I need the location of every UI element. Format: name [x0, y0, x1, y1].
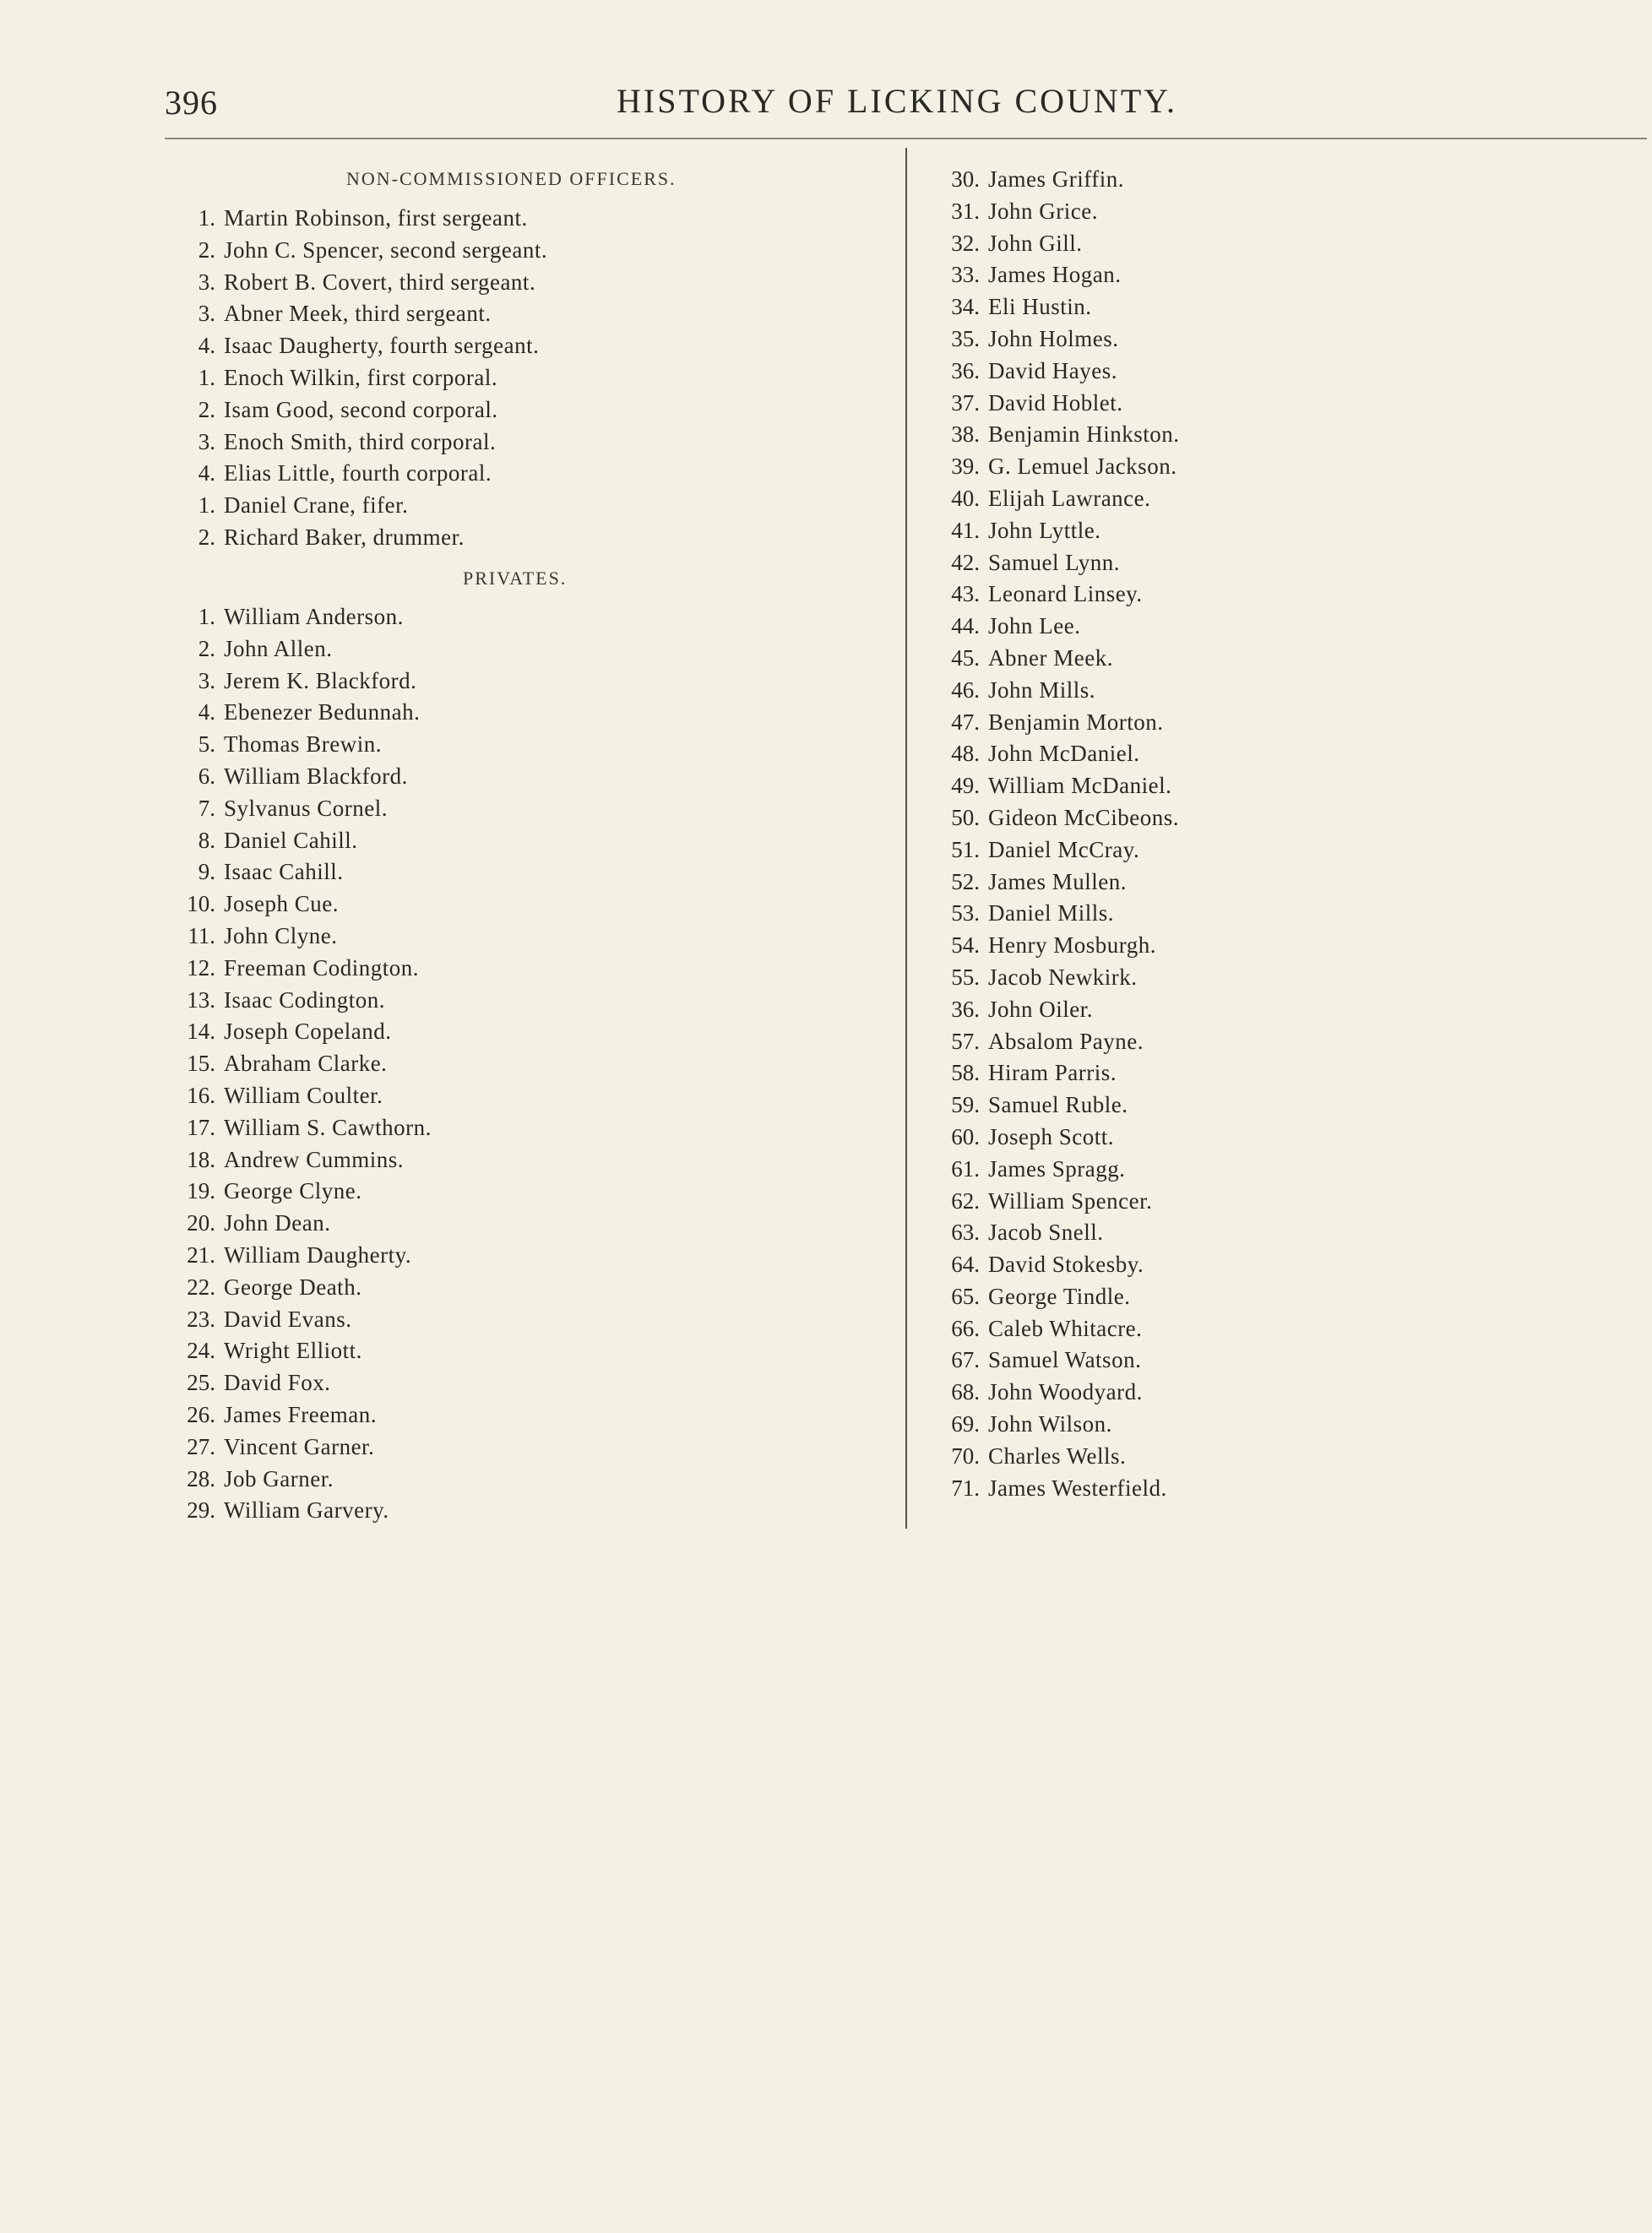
roster-entry [929, 515, 1520, 547]
entry-name: Charles Wells. [988, 1442, 1127, 1469]
entry-name: Daniel McCray. [988, 836, 1140, 862]
officers-list [165, 203, 705, 554]
entry-number: 7. [198, 795, 215, 821]
roster-entry [929, 1281, 1520, 1313]
roster-entry [165, 1176, 705, 1208]
roster-entry [929, 259, 1520, 291]
entry-name: John Oiler. [988, 996, 1093, 1022]
roster-entry [165, 1144, 705, 1176]
entry-number: 15. [187, 1051, 215, 1077]
roster-entry [165, 1304, 705, 1336]
roster-entry [929, 451, 1520, 483]
roster-entry [929, 707, 1520, 739]
entry-name: David Evans. [224, 1306, 352, 1332]
entry-name: Freeman Codington. [224, 954, 419, 981]
entry-number: 33. [951, 262, 980, 288]
entry-number: 14. [187, 1019, 215, 1045]
entry-name: Gideon McCibeons. [988, 804, 1179, 830]
entry-name: William Daugherty. [224, 1241, 412, 1268]
entry-name: John McDaniel. [988, 741, 1140, 767]
entry-number: 58. [951, 1060, 980, 1086]
entry-name: John Wilson. [988, 1411, 1112, 1437]
entry-name: James Griffin. [988, 166, 1124, 192]
entry-name: Daniel Mills. [988, 900, 1114, 926]
entry-name: Isaac Cahill. [224, 859, 344, 885]
entry-name: Leonard Linsey. [988, 581, 1143, 607]
entry-number: 25. [187, 1370, 215, 1396]
roster-entry [165, 633, 705, 666]
roster-entry [165, 985, 705, 1017]
entry-number: 67. [951, 1347, 980, 1373]
roster-entry [165, 1464, 705, 1496]
entry-number: 2. [198, 524, 215, 550]
entry-number: 63. [951, 1220, 980, 1246]
entry-number: 21. [187, 1241, 215, 1268]
entry-number: 30. [951, 166, 980, 192]
entry-name: Elijah Lawrance. [988, 485, 1151, 511]
entry-number: 6. [198, 763, 215, 789]
entry-number: 47. [951, 709, 980, 735]
roster-entry [929, 867, 1520, 899]
roster-entry [929, 1122, 1520, 1154]
roster-entry [929, 1217, 1520, 1249]
roster-entry [929, 1249, 1520, 1281]
entry-name: Andrew Cummins. [224, 1146, 404, 1172]
entry-name: Daniel Cahill. [224, 827, 358, 853]
roster-entry [165, 666, 705, 698]
entry-name: Henry Mosburgh. [988, 932, 1156, 959]
entry-name: William McDaniel. [988, 773, 1172, 799]
entry-name: Samuel Ruble. [988, 1092, 1128, 1118]
entry-number: 32. [951, 230, 980, 256]
roster-entry [929, 930, 1520, 962]
roster-entry [165, 729, 705, 761]
entry-number: 4. [198, 460, 215, 486]
roster-entry [165, 522, 705, 554]
roster-entry [929, 834, 1520, 867]
roster-entry [929, 611, 1520, 643]
entry-number: 11. [187, 922, 215, 948]
entry-number: 12. [187, 954, 215, 981]
entry-number: 44. [951, 613, 980, 639]
entry-name: James Spragg. [988, 1155, 1126, 1182]
roster-entry [165, 362, 705, 394]
roster-entry [929, 962, 1520, 994]
entry-name: John Grice. [988, 198, 1098, 224]
roster-entry [929, 1377, 1520, 1409]
running-head-title: HISTORY OF LICKING COUNTY. [617, 82, 1177, 120]
entry-number: 43. [951, 581, 980, 607]
roster-entry [929, 1057, 1520, 1089]
roster-entry [929, 291, 1520, 323]
entry-number: 1. [198, 364, 215, 390]
entry-number: 36. [951, 357, 980, 383]
roster-entry [929, 483, 1520, 515]
roster-entry [929, 547, 1520, 579]
entry-number: 24. [187, 1338, 215, 1364]
entry-name: James Mullen. [988, 868, 1127, 894]
entry-name: Benjamin Hinkston. [988, 421, 1180, 448]
privates-list-left [165, 601, 705, 1527]
entry-number: 65. [951, 1283, 980, 1309]
roster-entry [165, 426, 705, 459]
entry-name: John Holmes. [988, 325, 1119, 351]
roster-entry [165, 1048, 705, 1080]
entry-name: John Lee. [988, 613, 1081, 639]
entry-number: 4. [198, 333, 215, 359]
entry-name: Jerem K. Blackford. [224, 667, 417, 693]
roster-entry [929, 196, 1520, 228]
roster-entry [929, 356, 1520, 388]
entry-number: 35. [951, 325, 980, 351]
roster-entry [929, 994, 1520, 1026]
roster-entry [165, 1432, 705, 1464]
roster-entry [165, 458, 705, 490]
entry-number: 53. [951, 900, 980, 926]
entry-name: George Death. [224, 1274, 362, 1300]
entry-name: John Lyttle. [988, 517, 1101, 543]
roster-entry [929, 643, 1520, 675]
entry-number: 68. [951, 1379, 980, 1405]
entry-number: 19. [187, 1178, 215, 1204]
roster-entry [165, 1080, 705, 1112]
entry-name: Robert B. Covert, third sergeant. [224, 269, 536, 295]
entry-name: David Fox. [224, 1370, 331, 1396]
entry-name: David Hayes. [988, 357, 1117, 383]
entry-name: Caleb Whitacre. [988, 1315, 1143, 1341]
roster-entry [929, 738, 1520, 770]
entry-number: 42. [951, 549, 980, 575]
roster-entry [929, 164, 1520, 196]
entry-name: Richard Baker, drummer. [224, 524, 465, 550]
entry-name: Sylvanus Cornel. [224, 795, 388, 821]
entry-number: 64. [951, 1252, 980, 1278]
entry-number: 18. [187, 1146, 215, 1172]
entry-name: Daniel Crane, fifer. [224, 492, 409, 519]
entry-number: 69. [951, 1411, 980, 1437]
roster-entry [929, 770, 1520, 802]
entry-name: John Mills. [988, 676, 1096, 703]
entry-name: Enoch Wilkin, first corporal. [224, 364, 498, 390]
entry-number: 55. [951, 964, 980, 990]
entry-number: 59. [951, 1092, 980, 1118]
entry-number: 38. [951, 421, 980, 448]
entry-number: 34. [951, 294, 980, 320]
entry-name: Isam Good, second corporal. [224, 396, 498, 422]
entry-name: Absalom Payne. [988, 1028, 1144, 1054]
roster-entry [165, 1367, 705, 1399]
roster-entry [929, 419, 1520, 451]
entry-number: 39. [951, 454, 980, 480]
roster-entry [929, 228, 1520, 260]
entry-name: William Blackford. [224, 763, 408, 789]
roster-entry [165, 888, 705, 921]
roster-entry [165, 1495, 705, 1527]
entry-name: Thomas Brewin. [224, 731, 382, 758]
entry-number: 37. [951, 389, 980, 416]
entry-number: 60. [951, 1123, 980, 1149]
roster-entry [165, 1240, 705, 1272]
entry-name: John C. Spencer, second sergeant. [224, 236, 548, 263]
entry-name: William S. Cawthorn. [224, 1114, 432, 1140]
entry-number: 16. [187, 1082, 215, 1108]
page-number: 396 [165, 84, 218, 122]
entry-name: Job Garner. [224, 1465, 334, 1491]
entry-name: Vincent Garner. [224, 1433, 375, 1459]
entry-name: Joseph Copeland. [224, 1019, 392, 1045]
entry-number: 29. [187, 1497, 215, 1524]
roster-entry [165, 825, 705, 857]
entry-number: 61. [951, 1155, 980, 1182]
entry-number: 3. [198, 667, 215, 693]
roster-entry [165, 235, 705, 267]
entry-number: 3. [198, 301, 215, 327]
entry-name: Hiram Parris. [988, 1060, 1117, 1086]
entry-number: 9. [198, 859, 215, 885]
entry-number: 57. [951, 1028, 980, 1054]
entry-name: George Clyne. [224, 1178, 362, 1204]
roster-entry [165, 330, 705, 362]
entry-number: 23. [187, 1306, 215, 1332]
entry-name: Joseph Scott. [988, 1123, 1115, 1149]
roster-entry [165, 1272, 705, 1304]
entry-name: Abner Meek, third sergeant. [224, 301, 492, 327]
officers-heading: NON-COMMISSIONED OFFICERS. [346, 168, 677, 189]
entry-number: 1. [198, 604, 215, 629]
entry-name: James Hogan. [988, 262, 1122, 288]
roster-entry [929, 388, 1520, 420]
entry-number: 71. [951, 1475, 980, 1501]
entry-number: 1. [198, 205, 215, 231]
entry-name: Elias Little, fourth corporal. [224, 460, 492, 486]
roster-entry [929, 675, 1520, 707]
entry-number: 2. [198, 236, 215, 263]
entry-number: 40. [951, 485, 980, 511]
entry-number: 17. [187, 1114, 215, 1140]
entry-number: 41. [951, 517, 980, 543]
roster-entry [929, 1026, 1520, 1058]
column-divider [905, 148, 907, 1529]
entry-number: 70. [951, 1442, 980, 1469]
entry-name: Abraham Clarke. [224, 1051, 388, 1077]
entry-number: 26. [187, 1401, 215, 1427]
entry-name: William Spencer. [988, 1187, 1153, 1214]
roster-entry [929, 1345, 1520, 1377]
roster-entry [165, 697, 705, 729]
entry-number: 1. [198, 492, 215, 519]
entry-name: John Woodyard. [988, 1379, 1143, 1405]
privates-list-right [929, 164, 1520, 1504]
entry-number: 2. [198, 396, 215, 422]
roster-entry [165, 856, 705, 888]
entry-number: 3. [198, 428, 215, 454]
entry-number: 50. [951, 804, 980, 830]
entry-number: 2. [198, 635, 215, 661]
roster-entry [165, 298, 705, 330]
entry-name: John Clyne. [224, 922, 338, 948]
roster-entry [165, 394, 705, 426]
entry-name: Jacob Snell. [988, 1220, 1104, 1246]
entry-name: James Westerfield. [988, 1475, 1167, 1501]
entry-name: Isaac Codington. [224, 986, 385, 1013]
entry-number: 36. [951, 996, 980, 1022]
roster-entry [165, 761, 705, 793]
header-rule [165, 138, 1647, 139]
entry-number: 5. [198, 731, 215, 758]
entry-number: 22. [187, 1274, 215, 1300]
roster-entry [929, 1186, 1520, 1218]
entry-name: Martin Robinson, first sergeant. [224, 205, 528, 231]
entry-name: John Dean. [224, 1210, 331, 1236]
entry-number: 4. [198, 699, 215, 725]
entry-number: 51. [951, 836, 980, 862]
entry-name: Samuel Watson. [988, 1347, 1142, 1373]
entry-name: Isaac Daugherty, fourth sergeant. [224, 333, 540, 359]
entry-number: 27. [187, 1433, 215, 1459]
entry-name: Eli Hustin. [988, 294, 1092, 320]
entry-name: Joseph Cue. [224, 891, 339, 917]
roster-entry [929, 1473, 1520, 1505]
entry-name: Jacob Newkirk. [988, 964, 1138, 990]
entry-number: 10. [187, 891, 215, 917]
entry-number: 13. [187, 986, 215, 1013]
roster-entry [165, 1016, 705, 1048]
entry-name: Abner Meek. [988, 644, 1113, 671]
roster-entry [165, 1335, 705, 1367]
roster-entry [165, 601, 705, 633]
roster-entry [165, 1208, 705, 1240]
entry-number: 28. [187, 1465, 215, 1491]
roster-entry [929, 579, 1520, 611]
roster-entry [929, 1441, 1520, 1473]
entry-number: 20. [187, 1210, 215, 1236]
entry-name: John Gill. [988, 230, 1083, 256]
entry-number: 54. [951, 932, 980, 959]
entry-number: 8. [198, 827, 215, 853]
roster-entry [165, 793, 705, 825]
entry-number: 62. [951, 1187, 980, 1214]
roster-entry [165, 1112, 705, 1144]
entry-number: 52. [951, 868, 980, 894]
entry-number: 49. [951, 773, 980, 799]
entry-name: Benjamin Morton. [988, 709, 1164, 735]
entry-name: Ebenezer Bedunnah. [224, 699, 421, 725]
entry-number: 3. [198, 269, 215, 295]
entry-name: James Freeman. [224, 1401, 377, 1427]
roster-entry [929, 1313, 1520, 1345]
roster-entry [165, 953, 705, 985]
roster-entry [165, 921, 705, 953]
entry-name: Wright Elliott. [224, 1338, 362, 1364]
entry-name: David Stokesby. [988, 1252, 1144, 1278]
entry-name: William Garvery. [224, 1497, 389, 1524]
roster-entry [929, 802, 1520, 834]
entry-name: Samuel Lynn. [988, 549, 1120, 575]
entry-name: George Tindle. [988, 1283, 1131, 1309]
roster-entry [929, 1409, 1520, 1441]
entry-name: G. Lemuel Jackson. [988, 454, 1177, 480]
roster-entry [929, 323, 1520, 356]
entry-name: David Hoblet. [988, 389, 1123, 416]
entry-number: 45. [951, 644, 980, 671]
roster-entry [929, 1089, 1520, 1122]
roster-entry [165, 490, 705, 522]
roster-entry [929, 898, 1520, 930]
entry-name: William Coulter. [224, 1082, 383, 1108]
entry-name: John Allen. [224, 635, 333, 661]
roster-entry [165, 1399, 705, 1432]
entry-name: William Anderson. [224, 604, 404, 629]
entry-number: 46. [951, 676, 980, 703]
entry-number: 48. [951, 741, 980, 767]
roster-entry [165, 203, 705, 235]
roster-entry [165, 267, 705, 299]
entry-name: Enoch Smith, third corporal. [224, 428, 497, 454]
entry-number: 31. [951, 198, 980, 224]
roster-entry [929, 1154, 1520, 1186]
entry-number: 66. [951, 1315, 980, 1341]
privates-heading: PRIVATES. [463, 568, 568, 589]
